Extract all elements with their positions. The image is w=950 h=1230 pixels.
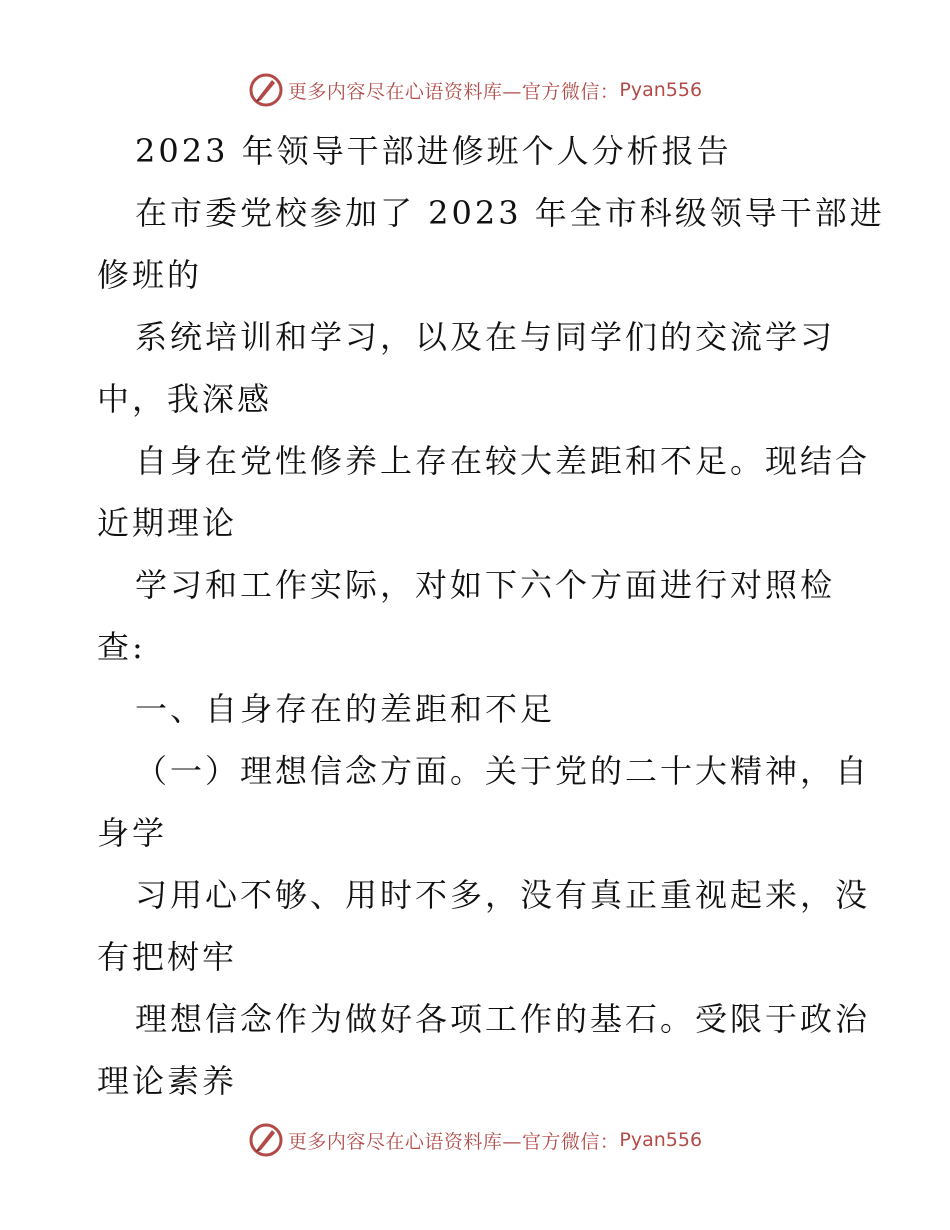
watermark-wechat: Pyan556	[619, 79, 703, 101]
doc-line: 理想信念作为做好各项工作的基石。受限于政治	[135, 1000, 871, 1038]
doc-line: 身学	[97, 814, 168, 852]
doc-line: 一、自身存在的差距和不足	[135, 690, 556, 728]
doc-line: 有把树牢	[97, 938, 238, 976]
doc-line: 习用心不够、用时不多，没有真正重视起来，没	[135, 876, 871, 914]
doc-line: 系统培训和学习，以及在与同学们的交流学习	[135, 318, 836, 356]
quill-logo-icon	[248, 1122, 284, 1158]
doc-line: 修班的	[97, 256, 203, 294]
watermark-text: 更多内容尽在心语资料库—官方微信：	[287, 80, 620, 103]
doc-line: 理论素养	[97, 1062, 238, 1100]
watermark-wechat: Pyan556	[619, 1129, 703, 1151]
doc-line: 中，我深感	[97, 380, 273, 418]
doc-line: 学习和工作实际，对如下六个方面进行对照检	[135, 566, 836, 604]
doc-line: （一）理想信念方面。关于党的二十大精神，自	[135, 752, 871, 790]
document-body	[97, 120, 885, 1112]
doc-line: 在市委党校参加了 2023 年全市科级领导干部进	[135, 194, 885, 232]
header-watermark	[0, 70, 950, 110]
footer-watermark	[0, 1120, 950, 1160]
quill-logo-icon	[248, 72, 284, 108]
doc-line: 自身在党性修养上存在较大差距和不足。现结合	[135, 442, 871, 480]
doc-line: 2023 年领导干部进修班个人分析报告	[135, 132, 732, 170]
doc-line: 近期理论	[97, 504, 238, 542]
watermark-text: 更多内容尽在心语资料库—官方微信：	[287, 1130, 620, 1153]
doc-line: 查:	[97, 628, 146, 666]
